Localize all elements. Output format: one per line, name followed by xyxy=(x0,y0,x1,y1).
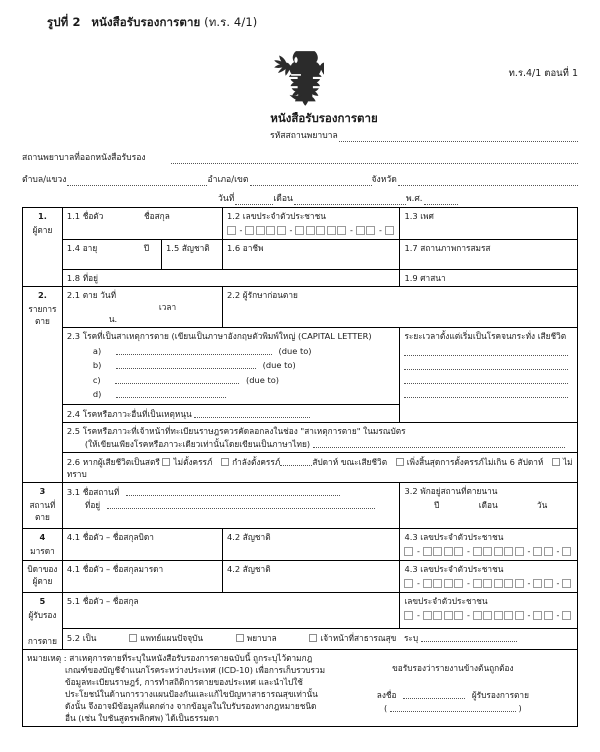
field-1-4-label: 1.4 อายุ xyxy=(66,243,98,253)
section-1-word: ผู้ตาย xyxy=(32,225,53,236)
table-row xyxy=(23,422,578,452)
id-box[interactable] xyxy=(423,611,432,620)
hospital-name-input[interactable] xyxy=(171,153,578,164)
id-box[interactable] xyxy=(515,611,524,620)
field-1-6-label: 1.6 อาชีพ xyxy=(226,243,264,253)
hospital-code-line xyxy=(270,128,578,142)
field-5-1-label: 5.1 ชื่อตัว – ชื่อสกุล xyxy=(66,595,139,606)
id-box[interactable] xyxy=(494,579,503,588)
field-3-1-label: 3.1 ชื่อสถานที่ xyxy=(66,486,120,497)
id-box[interactable] xyxy=(504,611,513,620)
id-box[interactable] xyxy=(366,226,375,235)
id-dash: - xyxy=(556,546,560,556)
cause-input-d[interactable] xyxy=(116,387,226,398)
id-box[interactable] xyxy=(483,611,492,620)
printed-name-line xyxy=(333,701,573,714)
cause-item-b[interactable] xyxy=(67,358,396,371)
id-box[interactable] xyxy=(483,579,492,588)
field-1-6[interactable] xyxy=(222,240,400,270)
field-1-7-label: 1.7 สถานภาพการสมรส xyxy=(404,243,491,253)
field-4-3-father[interactable] xyxy=(400,528,578,560)
figure-label: รูปที่ 2 xyxy=(47,15,81,29)
field-2-6-option-3: เพิ่งสิ้นสุดการตั้งครรภ์ไม่เกิน 6 สัปดาห์ xyxy=(406,456,544,467)
cause-input-c[interactable] xyxy=(115,373,239,384)
field-4-1-mother[interactable] xyxy=(62,560,222,592)
field-2-4-input[interactable] xyxy=(194,407,310,418)
field-5-1[interactable] xyxy=(62,592,400,628)
id-box[interactable] xyxy=(533,611,542,620)
table-row xyxy=(23,592,578,628)
id-box[interactable] xyxy=(327,226,336,235)
field-5-2-specify-label: ระบุ xyxy=(403,633,419,644)
section-1-header xyxy=(23,208,63,287)
section-2-word-1: รายการ xyxy=(28,304,57,315)
duration-input-b[interactable] xyxy=(404,359,567,370)
cause-letter-d: d) xyxy=(92,389,102,400)
id-dash: - xyxy=(467,578,470,588)
field-3-2 xyxy=(400,482,578,528)
note-text: สาเหตุการตายที่ระบุในหนังสือรับรองการตายฉบับนี้ ถูกระบุไว้ตามกฎเกณฑ์ของบัญชีจำแนกโรคระหว่างประเทศ (ICD-10) เพื่อการเก็บรวบรวมข้อมูลทะเบียนราษฎร์, การทำสถิติการตายของประเทศ และนำไปใช้ประโยชน์ในด้านการวางแผนป้องกันและแก้ไขปัญหาสาธารณสุขเท่านั้น ดังนั้น จึงอาจมีข้อมูลที่แตกต่าง จากข้อมูลในใบรับรองทางกฎหมายชนิดอื่น (เช่น ใบชันสูตรพลิกศพ) ได้เป็นธรรมดา xyxy=(65,652,326,723)
section-4-word-3: ผู้ตาย xyxy=(32,575,53,586)
field-1-4-unit: ปี xyxy=(143,243,150,253)
cause-item-a[interactable] xyxy=(67,344,396,357)
table-row xyxy=(23,452,578,482)
id-box[interactable] xyxy=(295,226,304,235)
id-box[interactable] xyxy=(433,579,442,588)
id-dash: - xyxy=(527,546,531,556)
id-box[interactable] xyxy=(433,547,442,556)
field-3-1-row[interactable] xyxy=(67,485,396,498)
section-2-number: 2. xyxy=(37,290,47,301)
field-3-2-months[interactable]: เดือน xyxy=(478,499,498,510)
section-5-header xyxy=(23,592,63,649)
field-1-9-label: 1.9 ศาสนา xyxy=(404,273,446,283)
pregnancy-weeks-input[interactable] xyxy=(280,455,312,466)
cause-due-b: (due to) xyxy=(262,360,296,371)
id-box[interactable] xyxy=(245,226,254,235)
table-row xyxy=(23,328,578,405)
note-container xyxy=(27,652,573,724)
field-2-1[interactable] xyxy=(62,287,222,328)
field-4-2-father-label: 4.2 สัญชาติ xyxy=(226,531,271,542)
field-3-2-days[interactable]: วัน xyxy=(536,499,548,510)
id-box[interactable] xyxy=(423,547,432,556)
hospital-code-input[interactable] xyxy=(339,131,578,142)
field-2-2-label: 2.2 ผู้รักษาก่อนตาย xyxy=(226,290,298,301)
field-2-5-note: (ให้เขียนเพียงโรคหรือภาวะเดียวเท่านั้นโดยเขียนเป็นภาษาไทย) xyxy=(84,438,311,449)
id-box[interactable] xyxy=(494,547,503,556)
id-box[interactable] xyxy=(454,547,463,556)
table-row xyxy=(23,208,578,240)
certifier-id[interactable] xyxy=(400,592,578,628)
field-1-2-label: 1.2 เลขประจำตัวประชาชน xyxy=(226,211,326,221)
id-box[interactable] xyxy=(494,611,503,620)
checkbox-nurse[interactable] xyxy=(236,634,244,642)
table-row xyxy=(23,482,578,528)
id-box[interactable] xyxy=(266,226,275,235)
field-2-2[interactable] xyxy=(222,287,577,328)
cause-due-c: (due to) xyxy=(245,374,280,385)
id-dash: - xyxy=(467,546,470,556)
id-box[interactable] xyxy=(473,579,482,588)
id-box[interactable] xyxy=(404,547,413,556)
checkbox-modern-physician[interactable] xyxy=(129,634,137,642)
certify-statement: ขอรับรองว่ารายงานข้างต้นถูกต้อง xyxy=(392,662,514,673)
duration-input-c[interactable] xyxy=(404,373,567,384)
id-dash: - xyxy=(350,226,353,236)
cause-list xyxy=(67,344,396,401)
field-1-8-label: 1.8 ที่อยู่ xyxy=(66,273,99,283)
section-3-number: 3 xyxy=(39,485,46,496)
section-2-header xyxy=(23,287,63,483)
id-dash: - xyxy=(556,578,560,588)
id-box[interactable] xyxy=(454,611,463,620)
table-row xyxy=(23,629,578,650)
id-box[interactable] xyxy=(423,579,432,588)
id-box[interactable] xyxy=(337,226,346,235)
paren-close: ) xyxy=(518,702,522,713)
id-box[interactable] xyxy=(227,226,236,235)
district-label: อำเภอ/เขต xyxy=(207,175,249,185)
field-1-1-surname-label: ชื่อสกุล xyxy=(144,211,170,221)
id-box[interactable] xyxy=(473,611,482,620)
hospital-name-label: สถานพยาบาลที่ออกหนังสือรับรอง xyxy=(22,153,146,163)
id-box[interactable] xyxy=(404,611,413,620)
field-2-1-time-unit: น. xyxy=(108,314,118,325)
id-box[interactable] xyxy=(515,547,524,556)
id-dash: - xyxy=(556,610,560,620)
field-4-3-father-label: 4.3 เลขประจำตัวประชาชน xyxy=(404,531,504,542)
figure-code: (ท.ร. 4/1) xyxy=(204,15,258,29)
issue-date-line xyxy=(218,191,518,205)
field-4-2-father[interactable] xyxy=(222,528,400,560)
field-5-2-option-2: พยาบาล xyxy=(246,633,277,644)
section-3-word-2: ตาย xyxy=(34,511,50,522)
field-3-1-address-row[interactable] xyxy=(67,498,396,511)
section-1-number: 1. xyxy=(37,211,47,221)
field-2-6-option-1: ไม่ตั้งครรภ์ xyxy=(173,456,213,467)
section-4-word-2: บิดาของ xyxy=(27,563,58,574)
field-2-5 xyxy=(62,422,577,452)
checkbox-recent-pregnancy[interactable] xyxy=(396,458,404,466)
note-row xyxy=(23,649,578,726)
duration-input-a[interactable] xyxy=(404,345,567,356)
field-2-6-label: 2.6 หากผู้เสียชีวิตเป็นสตรี xyxy=(66,456,160,467)
id-dash: - xyxy=(527,610,531,620)
field-2-4[interactable] xyxy=(62,404,400,422)
field-5-2-label: 5.2 เป็น xyxy=(66,633,97,644)
checkbox-unknown-pregnancy[interactable] xyxy=(552,458,560,466)
note-text-block xyxy=(27,652,333,724)
field-2-6-option-2: กำลังตั้งครรภ์ xyxy=(232,456,281,467)
field-4-1-mother-label: 4.1 ชื่อตัว – ชื่อสกุลมารดา xyxy=(66,563,164,574)
field-2-1-label: 2.1 ตาย วันที่ xyxy=(66,290,117,301)
section-5-word-1: ผู้รับรอง xyxy=(28,609,57,620)
hospital-code-label: รหัสสถานพยาบาล xyxy=(270,131,338,141)
section-3-word-1: สถานที่ xyxy=(29,499,56,510)
table-row xyxy=(23,270,578,287)
field-4-3-mother[interactable] xyxy=(400,560,578,592)
field-5-2-option-3: เจ้าหน้าที่สาธารณสุข xyxy=(320,633,397,644)
id-box[interactable] xyxy=(433,611,442,620)
field-1-9[interactable] xyxy=(400,270,578,287)
cause-letter-a: a) xyxy=(92,345,102,356)
duration-column xyxy=(400,328,578,423)
field-2-6-option-4: ไม่ทราบ xyxy=(66,456,573,479)
id-dash: - xyxy=(239,226,243,236)
field-1-1-given-label: 1.1 ชื่อตัว xyxy=(66,211,104,221)
id-box[interactable] xyxy=(562,579,571,588)
paren-open: ( xyxy=(383,702,388,713)
field-1-5[interactable] xyxy=(162,240,223,270)
field-1-3[interactable] xyxy=(400,208,578,240)
signature-line xyxy=(333,688,573,701)
checkbox-pregnant[interactable] xyxy=(221,458,229,466)
field-1-8[interactable] xyxy=(62,270,400,287)
id-box[interactable] xyxy=(356,226,365,235)
id-dash: - xyxy=(417,610,420,620)
duration-header: ระยะเวลาตั้งแต่เริ่มเป็นโรคจนกระทั่ง เสียชีวิต xyxy=(404,331,567,342)
cause-letter-c: c) xyxy=(92,374,101,385)
id-box[interactable] xyxy=(504,579,513,588)
id-box[interactable] xyxy=(306,226,315,235)
mother-id-boxes[interactable] xyxy=(404,578,573,590)
table-row xyxy=(23,240,578,270)
field-3-2-years[interactable]: ปี xyxy=(434,499,440,510)
id-box[interactable] xyxy=(483,547,492,556)
field-2-5-input[interactable] xyxy=(313,437,565,448)
field-2-5-line-1: 2.5 โรคหรือภาวะที่เจ้าหน้าที่ทะเบียนราษฎรควรคัดลอกลงในช่อง "สาเหตุการตาย" ในมรณบัตร xyxy=(66,425,406,436)
certifier-id-label: เลขประจำตัวประชาชน xyxy=(404,595,488,606)
form-table xyxy=(22,207,578,727)
father-id-boxes[interactable] xyxy=(404,546,573,558)
field-2-3 xyxy=(62,328,400,405)
locality-line xyxy=(22,172,578,186)
section-4-number: 4 xyxy=(39,531,46,542)
section-5-number: 5 xyxy=(39,595,46,606)
field-2-1-time-label: เวลา xyxy=(158,302,177,313)
section-4-header xyxy=(23,528,63,560)
id-box[interactable] xyxy=(454,579,463,588)
month-label: เดือน xyxy=(273,194,293,204)
form-code: ท.ร.4/1 ตอนที่ 1 xyxy=(508,68,578,79)
table-row xyxy=(23,560,578,592)
field-1-7[interactable] xyxy=(400,240,578,270)
cause-input-a[interactable] xyxy=(116,344,272,355)
field-1-2[interactable] xyxy=(222,208,400,240)
signature-label: ลงชื่อ xyxy=(376,689,397,700)
field-4-1-father[interactable] xyxy=(62,528,222,560)
field-3-1-address-label: ที่อยู่ xyxy=(84,499,101,510)
id-box[interactable] xyxy=(544,579,553,588)
note-label: หมายเหตุ : xyxy=(27,652,67,663)
figure-name: หนังสือรับรองการตาย xyxy=(91,15,201,29)
field-3-2-label: 3.2 พักอยู่สถานที่ตายนาน xyxy=(404,485,498,496)
id-box[interactable] xyxy=(544,611,553,620)
id-box[interactable] xyxy=(385,226,394,235)
field-1-4[interactable] xyxy=(62,240,161,270)
id-box[interactable] xyxy=(515,579,524,588)
field-1-5-label: 1.5 สัญชาติ xyxy=(166,243,210,253)
hospital-name-line xyxy=(22,150,578,164)
id-box[interactable] xyxy=(533,579,542,588)
field-4-2-mother[interactable] xyxy=(222,560,400,592)
province-label: จังหวัด xyxy=(371,175,397,185)
province-input[interactable] xyxy=(398,175,578,186)
cause-input-b[interactable] xyxy=(116,358,256,369)
printed-name-input[interactable] xyxy=(390,701,516,712)
subdistrict-label: ตำบล/แขวง xyxy=(22,175,67,185)
id-box[interactable] xyxy=(277,226,286,235)
year-input[interactable] xyxy=(424,194,458,205)
id-dash: - xyxy=(467,610,470,620)
date-label: วันที่ xyxy=(218,194,235,204)
id-box[interactable] xyxy=(316,226,325,235)
certifier-id-boxes[interactable] xyxy=(404,610,573,622)
date-input[interactable] xyxy=(235,194,273,205)
field-3-1 xyxy=(62,482,400,528)
field-3-1-address-input[interactable] xyxy=(107,498,375,509)
field-5-2-specify-input[interactable] xyxy=(421,631,517,642)
id-box[interactable] xyxy=(444,579,453,588)
cause-due-a: (due to) xyxy=(278,345,312,356)
section-4-word-1: มารดา xyxy=(30,545,55,556)
national-id-boxes[interactable] xyxy=(227,225,396,237)
checkbox-health-officer[interactable] xyxy=(309,634,317,642)
id-box[interactable] xyxy=(444,611,453,620)
field-1-3-label: 1.3 เพศ xyxy=(404,211,434,221)
id-dash: - xyxy=(289,226,293,236)
signature-role: ผู้รับรองการตาย xyxy=(471,689,529,700)
signature-input[interactable] xyxy=(403,688,465,699)
field-4-3-mother-label: 4.3 เลขประจำตัวประชาชน xyxy=(404,563,504,574)
certification-block xyxy=(333,652,573,724)
field-5-2 xyxy=(62,629,577,650)
field-2-6-option-2-tail: สัปดาห์ ขณะเสียชีวิต xyxy=(312,456,388,467)
month-input[interactable] xyxy=(294,194,406,205)
year-label: พ.ศ. xyxy=(405,194,423,204)
duration-inputs xyxy=(404,345,573,398)
table-row xyxy=(23,649,578,726)
id-dash: - xyxy=(417,578,420,588)
field-3-1-input[interactable] xyxy=(126,485,340,496)
id-box[interactable] xyxy=(504,547,513,556)
cause-item-d[interactable] xyxy=(67,387,396,400)
page-title: หนังสือรับรองการตาย xyxy=(270,111,378,125)
cause-item-c[interactable] xyxy=(67,373,396,386)
field-2-4-label: 2.4 โรคหรือภาวะอื่นที่เป็นเหตุหนุน xyxy=(66,408,192,419)
field-2-5-line-2[interactable] xyxy=(67,437,573,450)
id-box[interactable] xyxy=(473,547,482,556)
field-3-2-units xyxy=(404,497,573,511)
id-box[interactable] xyxy=(562,611,571,620)
id-box[interactable] xyxy=(562,547,571,556)
section-5-word-2: การตาย xyxy=(27,635,57,646)
figure-caption xyxy=(47,14,257,32)
section-4-header-continued xyxy=(23,560,63,592)
table-row xyxy=(23,287,578,328)
id-box[interactable] xyxy=(444,547,453,556)
cause-letter-b: b) xyxy=(92,360,102,371)
field-1-1[interactable] xyxy=(62,208,222,240)
section-3-header xyxy=(23,482,63,528)
field-2-3-label: 2.3 โรคที่เป็นสาเหตุการตาย (เขียนเป็นภาษาอังกฤษตัวพิมพ์ใหญ่ (CAPITAL LETTER) xyxy=(66,331,372,342)
subdistrict-input[interactable] xyxy=(67,175,207,186)
field-2-6 xyxy=(62,452,577,482)
district-input[interactable] xyxy=(250,175,372,186)
id-dash: - xyxy=(379,226,382,236)
id-box[interactable] xyxy=(533,547,542,556)
id-dash: - xyxy=(417,546,420,556)
section-2-word-2: ตาย xyxy=(34,316,50,327)
id-dash: - xyxy=(527,578,531,588)
field-4-1-father-label: 4.1 ชื่อตัว – ชื่อสกุลบิดา xyxy=(66,531,154,542)
table-row xyxy=(23,528,578,560)
field-4-2-mother-label: 4.2 สัญชาติ xyxy=(226,563,271,574)
id-box[interactable] xyxy=(544,547,553,556)
id-box[interactable] xyxy=(256,226,265,235)
id-box[interactable] xyxy=(404,579,413,588)
garuda-emblem xyxy=(268,49,324,109)
checkbox-not-pregnant[interactable] xyxy=(162,458,170,466)
field-5-2-option-1: แพทย์แผนปัจจุบัน xyxy=(140,633,204,644)
duration-input-d[interactable] xyxy=(404,387,567,398)
